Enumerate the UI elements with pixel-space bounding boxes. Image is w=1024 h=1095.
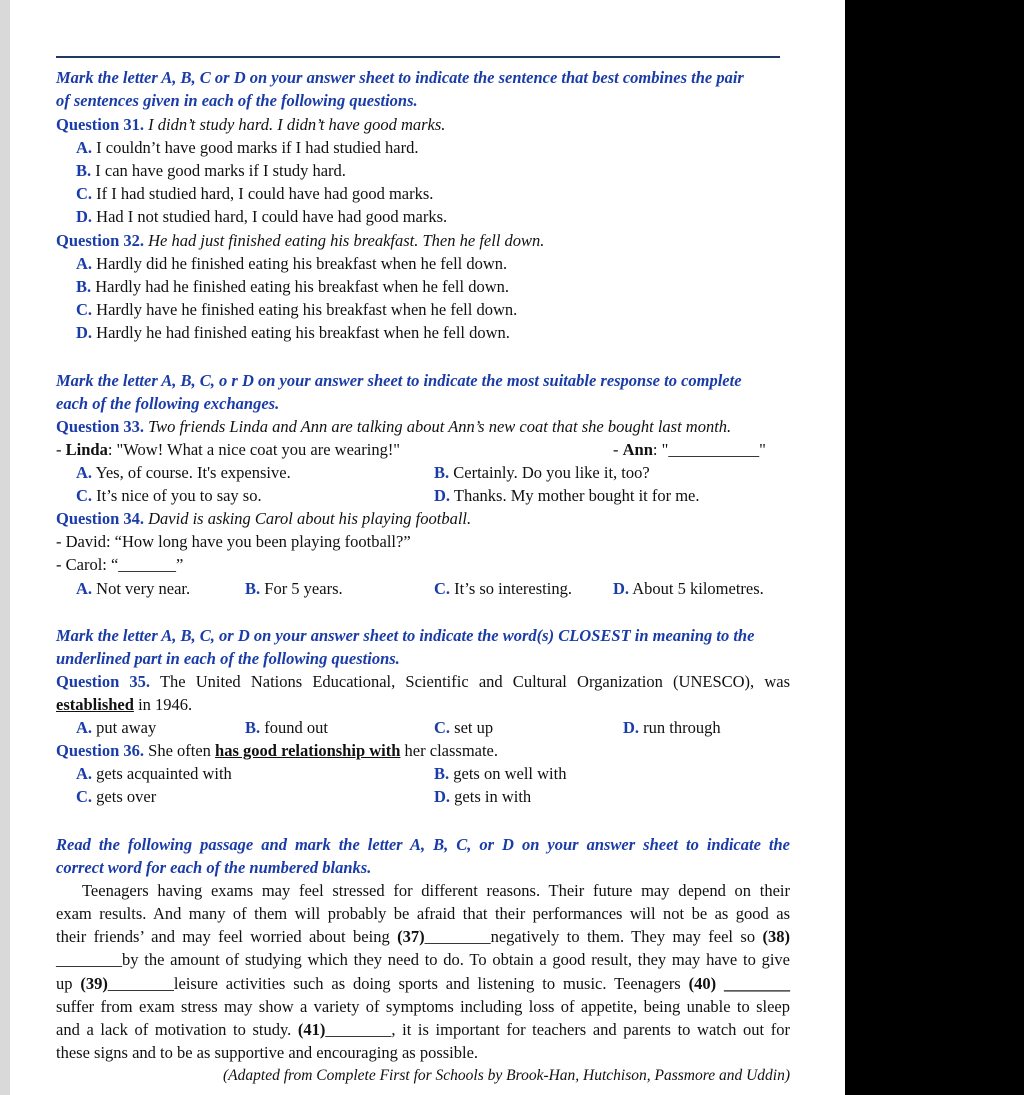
q35-option-a[interactable]: A. put away xyxy=(76,718,157,737)
question-32-stem: He had just finished eating his breakfast. Then he fell down. xyxy=(148,231,545,250)
question-34-stem: David is asking Carol about his playing football. xyxy=(148,509,472,528)
q33-option-a[interactable]: A. Yes, of course. It's expensive. xyxy=(76,463,291,482)
q33-option-c[interactable]: C. It’s nice of you to say so. xyxy=(76,486,262,505)
passage-line-4: ________by the amount of studying which they need to do. To obtain a good result, they may have to give xyxy=(56,950,790,969)
q34-option-d[interactable]: D. About 5 kilometres. xyxy=(613,579,764,598)
q31-option-c[interactable]: C. If I had studied hard, I could have had good marks. xyxy=(76,184,434,203)
left-gutter xyxy=(0,0,10,1095)
passage-line-6: suffer from exam stress may show a variety of symptoms including loss of appetite, being unable to sleep xyxy=(56,997,790,1016)
question-31-label: Question 31. xyxy=(56,115,145,134)
q34-option-c[interactable]: C. It’s so interesting. xyxy=(434,579,572,598)
q32-option-d[interactable]: D. Hardly he had finished eating his breakfast when he fell down. xyxy=(76,323,510,342)
blank-39: (39) xyxy=(80,974,108,993)
q35-option-c[interactable]: C. set up xyxy=(434,718,494,737)
q33-option-d[interactable]: D. Thanks. My mother bought it for me. xyxy=(434,486,700,505)
question-35-text: The United Nations Educational, Scientific and Cultural Organization (UNESCO), was xyxy=(159,672,791,691)
question-34 xyxy=(56,507,471,530)
q36-option-a[interactable]: A. gets acquainted with xyxy=(76,764,232,783)
question-36: Question 36. She often has good relationship with her classmate. xyxy=(56,741,499,760)
directions-1-line-2: of sentences given in each of the following questions. xyxy=(56,91,418,110)
question-36-label: Question 36. xyxy=(56,741,145,760)
underlined-relationship: has good relationship with xyxy=(215,741,401,760)
passage-line-1: Teenagers having exams may feel stressed for different reasons. Their future may depend on their xyxy=(82,881,790,900)
q36-option-c[interactable]: C. gets over xyxy=(76,787,157,806)
directions-2-line-1: Mark the letter A, B, C, o r D on your answer sheet to indicate the most suitable response to complete xyxy=(56,371,742,390)
question-32-label: Question 32. xyxy=(56,231,145,250)
passage-line-8: these signs and to be as supportive and encouraging as possible. xyxy=(56,1043,479,1062)
source-citation: (Adapted from Complete First for Schools by Brook-Han, Hutchison, Passmore and Uddin) xyxy=(223,1067,790,1084)
question-31 xyxy=(56,113,445,136)
q31-option-a[interactable]: A. I couldn’t have good marks if I had studied hard. xyxy=(76,138,419,157)
q35-option-d[interactable]: D. run through xyxy=(623,718,721,737)
q32-option-c[interactable]: C. Hardly have he finished eating his breakfast when he fell down. xyxy=(76,300,518,319)
q35-option-b[interactable]: B. found out xyxy=(245,718,328,737)
directions-3-line-2: underlined part in each of the following questions. xyxy=(56,649,400,668)
question-32 xyxy=(56,229,544,252)
question-35-line-2: established in 1946. xyxy=(56,695,193,714)
question-34-label: Question 34. xyxy=(56,509,145,528)
blank-37: (37) xyxy=(397,927,425,946)
directions-4-line-2: correct word for each of the numbered blanks. xyxy=(56,858,372,877)
q36-option-b[interactable]: B. gets on well with xyxy=(434,764,567,783)
q34-option-a[interactable]: A. Not very near. xyxy=(76,579,191,598)
question-33 xyxy=(56,415,731,438)
q36-option-d[interactable]: D. gets in with xyxy=(434,787,532,806)
blank-41: (41) xyxy=(297,1020,326,1039)
directions-3-line-1: Mark the letter A, B, C, or D on your answer sheet to indicate the word(s) CLOSEST in meaning to the xyxy=(56,626,755,645)
q33-option-b[interactable]: B. Certainly. Do you like it, too? xyxy=(434,463,650,482)
q31-option-b[interactable]: B. I can have good marks if I study hard. xyxy=(76,161,346,180)
blank-38: (38) xyxy=(762,927,790,946)
ann-line: - Ann: "___________" xyxy=(613,440,766,459)
linda-line: - Linda: "Wow! What a nice coat you are wearing!" xyxy=(56,440,401,459)
question-35 xyxy=(56,670,790,693)
question-35-label: Question 35. xyxy=(56,672,151,691)
q32-option-a[interactable]: A. Hardly did he finished eating his breakfast when he fell down. xyxy=(76,254,508,273)
question-31-stem: I didn’t study hard. I didn’t have good marks. xyxy=(148,115,446,134)
directions-1-line-1: Mark the letter A, B, C or D on your answer sheet to indicate the sentence that best combines the pair xyxy=(56,68,744,87)
question-33-stem: Two friends Linda and Ann are talking about Ann’s new coat that she bought last month. xyxy=(148,417,732,436)
carol-line: - Carol: “_______” xyxy=(56,555,184,574)
david-line: - David: “How long have you been playing football?” xyxy=(56,532,411,551)
passage-line-7: and a lack of motivation to study. (41)________, it is important for teachers and parents to watch out for xyxy=(56,1020,790,1039)
passage-line-3: their friends’ and may feel worried about being (37)________negatively to them. They may feel so (38) xyxy=(56,927,790,946)
underlined-established: established xyxy=(56,695,134,714)
header-rule xyxy=(56,56,780,58)
passage-line-2: exam results. And many of them will probably be afraid that their performances will not be as good as xyxy=(56,904,790,923)
passage-line-5: up (39)________leisure activities such as doing sports and listening to music. Teenagers (40) ________ xyxy=(56,974,791,993)
blank-40: (40) xyxy=(688,974,717,993)
directions-2-line-2: each of the following exchanges. xyxy=(56,394,280,413)
directions-4-line-1: Read the following passage and mark the letter A, B, C, or D on your answer sheet to indicate the xyxy=(56,835,790,854)
q31-option-d[interactable]: D. Had I not studied hard, I could have had good marks. xyxy=(76,207,448,226)
q32-option-b[interactable]: B. Hardly had he finished eating his breakfast when he fell down. xyxy=(76,277,510,296)
q34-option-b[interactable]: B. For 5 years. xyxy=(245,579,343,598)
right-black-margin xyxy=(845,0,1024,1095)
question-33-label: Question 33. xyxy=(56,417,145,436)
